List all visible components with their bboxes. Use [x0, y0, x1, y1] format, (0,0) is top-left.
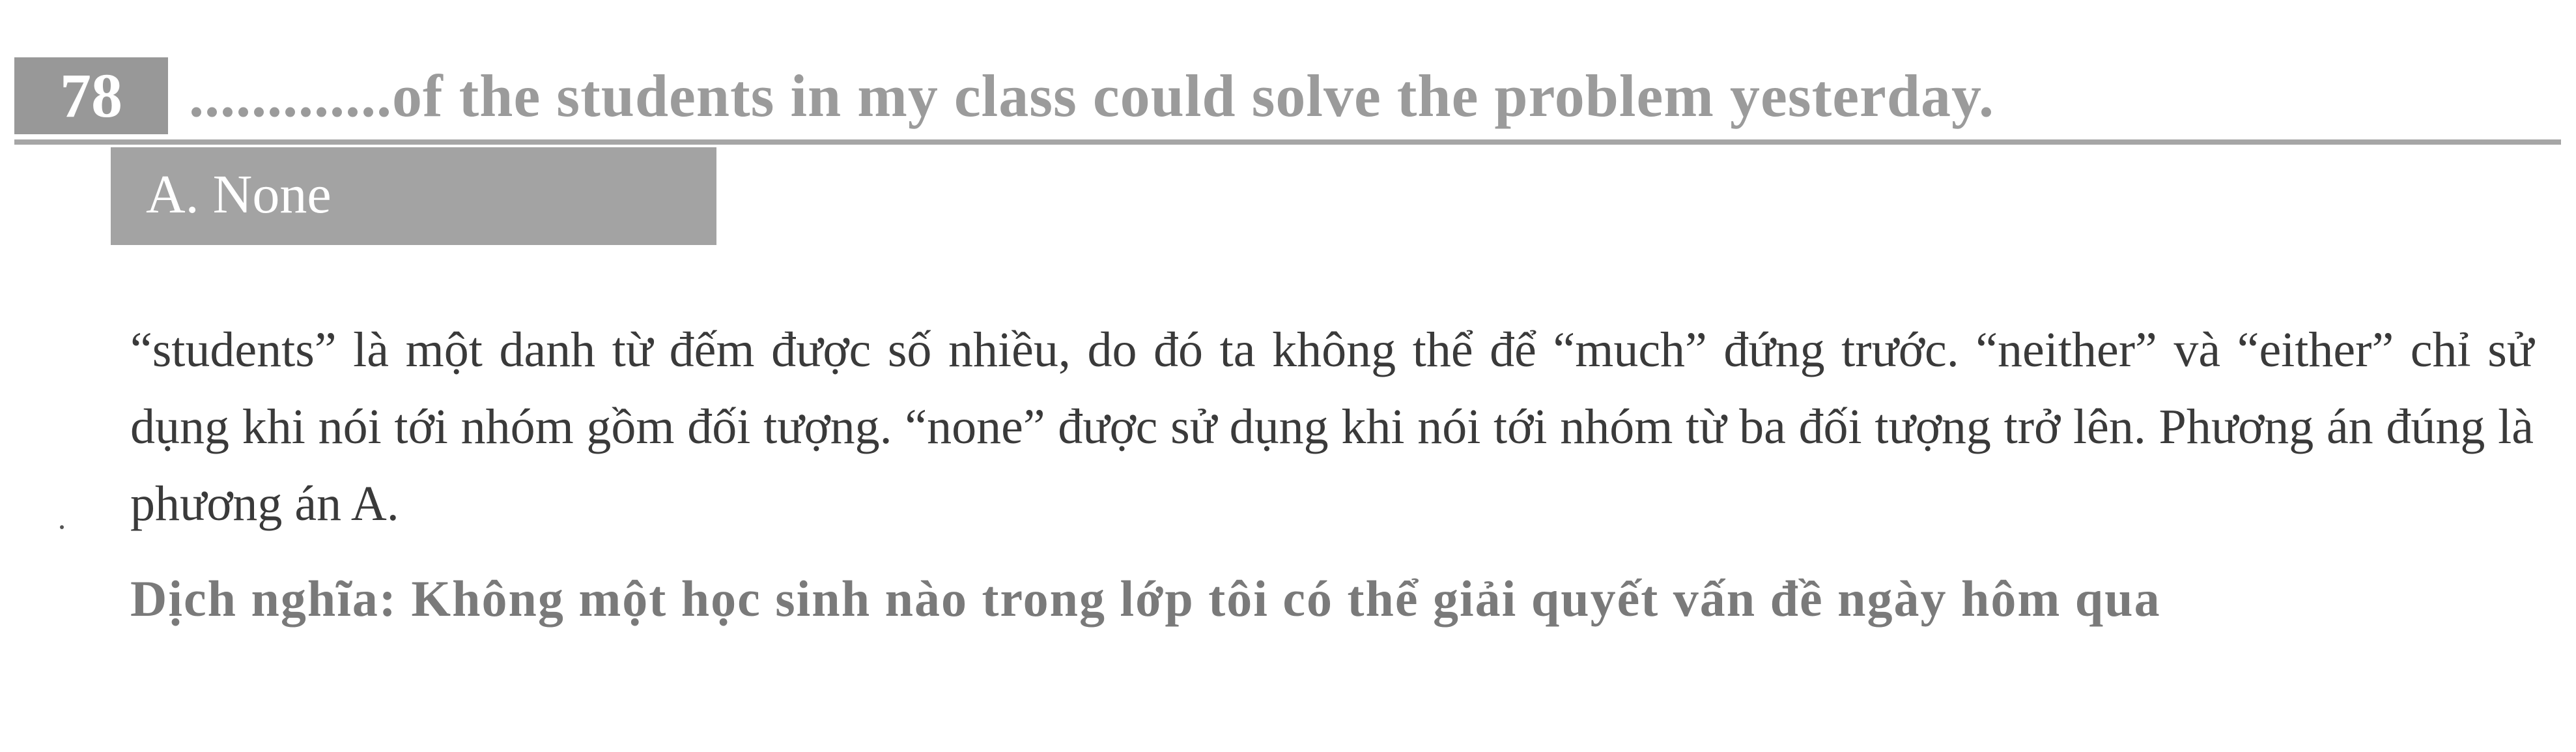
margin-dot — [60, 525, 64, 529]
translation-paragraph: Dịch nghĩa: Không một học sinh nào trong lớp tôi có thể giải quyết vấn đề ngày hôm qua — [130, 570, 2161, 627]
question-header — [0, 0, 2576, 156]
question-text: .............of the students in my class could solve the problem yesterday. — [189, 63, 1994, 129]
answer-banner — [111, 147, 716, 245]
question-number-badge: 78 — [14, 57, 168, 134]
answer-label: A. None — [146, 164, 332, 225]
explanation-paragraph: “students” là một danh từ đếm được số nhiều, do đó ta không thể để “much” đứng trước. “neither” và “either” chỉ sử dụng khi nói tới nhóm gồm đối tượng. “none” được sử dụng khi nói tới nhóm từ ba đối tượng trở lên. Phương án đúng là phương án A. — [130, 323, 2534, 531]
header-divider — [14, 139, 2561, 145]
